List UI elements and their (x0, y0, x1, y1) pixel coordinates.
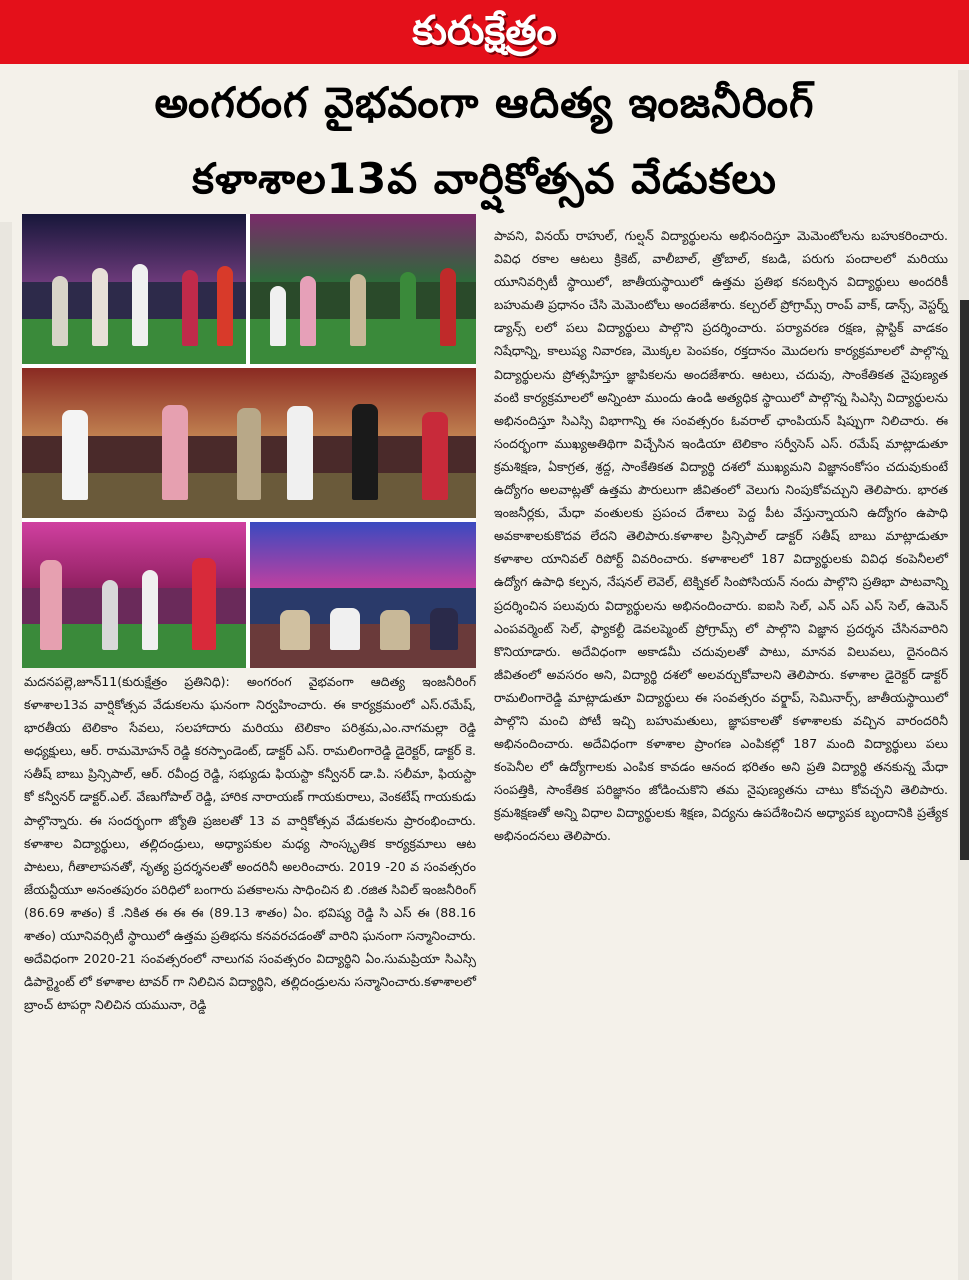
headline-line-1: అంగరంగ వైభవంగా ఆదిత్య ఇంజనీరింగ్ (154, 78, 815, 127)
photo-dignitaries-stage (22, 368, 476, 518)
masthead-banner (0, 0, 969, 64)
article-body-right: పావని, వినయ్ రాహుల్, గుల్షన్ విద్యార్థులను అభినందిస్తూ మెమెంటోలను బహుకరించారు. వివిధ రకాల ఆటలు క్రికెట్, వాలీబాల్, త్రోబాల్, కబడి, పరుగు పందాలలో మరియు యూనివర్సిటీ స్థాయిలో, జాతీయస్థాయిలో ఉత్తమ ప్రతిభ కనబర్చిన విద్యార్థులు అందరికీ బహుమతి ప్రధానం చేసి మెమెంటోలు అందజేశారు. కల్చరల్ ప్రోగ్రామ్స్ రాంప్ వాక్, డాన్స్, వెస్టర్న్ డ్యాన్స్ లలో పలు విద్యార్థులు పాల్గొని ప్రదర్శించారు. పర్యావరణ రక్షణ, ప్లాస్టిక్ వాడకం నిషేధాన్ని, కాలుష్య నివారణ, మొక్కల పెంపకం, రక్తదానం మొదలగు కార్యక్రమాలలో పాల్గొన్న విద్యార్థులను ప్రోత్సహిస్తూ జ్ఞాపికలను అందజేశారు. ఆటలు, చదువు, సాంకేతికత నైపుణ్యత వంటి కార్యక్రమాలలో అన్నింటా ముందు ఉండి అత్యధిక స్థాయిలో పాల్గొన్న సిఎస్సి విద్యార్థులను అభినందిస్తూ సిఎస్సి విభాగాన్ని ఈ సంవత్సరం ఓవరాల్ ఛాంపియన్ షిప్పుగా నిలిచారు. ఈ సందర్భంగా ముఖ్యఅతిథిగా విచ్చేసిన ఇండియా టెలికాం సర్వీసెస్ ఎస్. రమేష్ మాట్లాడుతూ క్రమశిక్షణ, ఏకాగ్రత, శ్రద్ద, సాంకేతికత విద్యార్థి దశలో ముఖ్యమని విజ్ఞానంకోసం చదువుకుంటే ఉద్యోగం అలవాట్లతో ఉత్తమ పౌరులుగా జీవితంలో వెలుగు నింపుకోవచ్చుని తెలిపారు. భారత ఇంజనీర్లకు, మేధా వంతులకు ప్రపంచ దేశాలు పెద్ద పీట వేస్తున్నాయని ఉద్యోగం ఉపాధి అవకాశాలకుకొదవ లేదని తెలిపారు.కళాశాల ప్రిన్సిపాల్ డాక్టర్ సతీష్ బాబు మాట్లాడుతూ కళాశాల యానివల్ రిపోర్ట్ వివరించారు. కళాశాలలో 187 విద్యార్థులకు వివిధ కంపెనీలలో ఉద్యోగ ఉపాధి కల్పన, నేషనల్ లెవెల్, టెక్నికల్ సింపోసియన్ నందు పాల్గొని ప్రతిభా పాటవాన్ని ప్రదర్శించిన పలువురు విద్యార్థులను అభినందించారు. ఐఐసి సెల్, ఎన్ ఎస్ ఎస్ సెల్, ఉమెన్ ఎంపవర్మెంట్ సెల్, ఫ్యాకల్టీ డెవలప్మెంట్ ప్రోగ్రామ్స్ లో పాల్గొని విజ్ఞాన ప్రదర్శన చేసినవారిని కొనియాడారు. అదేవిధంగా అకాడమీ చదువులతో పాటు, మానవ విలువలు, దైనందిన జీవితంలో అవసరం అని, విద్యార్థి దశలో అలవర్చుకోవాలని తెలిపారు. కళాశాల డైరెక్టర్ డాక్టర్ రామలింగారెడ్డి మాట్లాడుతూ విద్యార్థులు ఈ సంవత్సరం వర్క్షాప్, సెమినార్స్, జాతీయస్థాయిలో పాల్గొని మంచి పోటీ ఇచ్చి బహుమతులు, జ్ఞాపకాలతో కళాశాలకు వచ్చిన వారందరినీ అభినందించారు. అదేవిధంగా కళాశాల ప్రాంగణ ఎంపికల్లో 187 మంది విద్యార్థులు పలు కంపెనీల లో ఉద్యోగాలకు ఎంపిక కావడం ఆనంద భరితం అని ప్రతి విద్యార్థి తనకున్న మేధా సంపత్తికి, సాంకేతిక పరిజ్ఞానం జోడించుకొని తమ నైపుణ్యతను చాటు కోవచ్చని తెలిపారు. క్రమశిక్షణతో అన్ని విధాల విద్యార్థులకు శిక్షణ, విద్యను ఉపదేశించిన అధ్యాపక బృందానికి ప్రత్యేక అభినందనలు తెలిపారు. (494, 228, 948, 844)
article-body-left: మదనపల్లె,జూన్11(కురుక్షేత్రం ప్రతినిధి): అంగరంగ వైభవంగా ఆదిత్య ఇంజనీరింగ్ కళాశాల13వ వార్షికోత్సవ వేడుకలను ఘనంగా నిర్వహించారు. ఈ కార్యక్రమంలో ఎస్.రమేష్, భారతీయ టెలికాం సేవలు, సలహాదారు మరియు టెలికాం పరిశ్రమ,ఎం.నాగమల్లా రెడ్డి అధ్యక్షులు, ఆర్. రామమోహన్ రెడ్డి కరస్పాండెంట్, డాక్టర్ ఎస్. రామలింగారెడ్డి డైరెక్టర్, డాక్టర్ కె. సతీష్ బాబు ప్రిన్సిపాల్, ఆర్. రవీంద్ర రెడ్డి, సభ్యుడు ఫియస్టా కన్వీనర్ డా.పి. సలీమా, ఫియస్టా కో కన్వీనర్ డాక్టర్.ఎల్. వేణుగోపాల్ రెడ్డి, హారిక నారాయణ్ గాయకురాలు, వెంకటేష్ గాయకుడు పాల్గొన్నారు. ఈ సందర్భంగా జ్యోతి ప్రజలతో 13 వ వార్షికోత్సవ వేడుకలను ప్రారంభించారు. కళాశాల విద్యార్థులు, తల్లిదండ్రులు, అధ్యాపకుల మధ్య సాంస్కృతిక కార్యక్రమాలు ఆట పాటలు, గీతాలాపనతో, నృత్య ప్రదర్శనలతో అందరినీ అలరించారు. 2019 -20 వ సంవత్సరం జేయన్టీయూ అనంతపురం పరిధిలో బంగారు పతకాలను సాధించిన బి .రజిత సివిల్ ఇంజనీరింగ్ (86.69 శాతం) కే .నికిత ఈ ఈ ఈ (89.13 శాతం) ఏం. భవిష్య రెడ్డి సి ఎస్ ఈ (88.16 శాతం) యూనివర్సిటీ స్థాయిలో ఉత్తమ ప్రతిభను కనవరచడంతో వారిని ఘనంగా సన్మానించారు. అదేవిధంగా 2020-21 సంవత్సరంలో నాలుగవ సంవత్సరం విద్యార్థిని ఏం.సుమప్రియా సిఎస్సి డిపార్ట్మెంట్ లో కళాశాల టావర్ గా నిలిచిన విద్యార్థిని, తల్లిదండ్రులను సన్మానించారు.కళాశాలలో బ్రాంచ్ టాపర్గా నిలిచిన యమునా, రెడ్డి (24, 674, 476, 1013)
photo-lamp-lighting-1 (22, 214, 246, 364)
headline-line-2: కళాశాల13వ వార్షికోత్సవ వేడుకలు (192, 154, 777, 203)
article-column-left (24, 670, 476, 1016)
adjacent-article-edge-right (958, 70, 969, 1280)
photo-lamp-lighting-2 (250, 214, 476, 364)
photo-lamp-lighting-3 (22, 522, 246, 668)
event-photo-collage (22, 214, 476, 668)
adjacent-photo-edge (960, 300, 969, 860)
newspaper-title: కురుక్షేత్రం (412, 8, 557, 54)
article-column-right (494, 224, 948, 848)
photo-audience-stage (250, 522, 476, 668)
adjacent-article-edge-left (0, 222, 12, 1280)
